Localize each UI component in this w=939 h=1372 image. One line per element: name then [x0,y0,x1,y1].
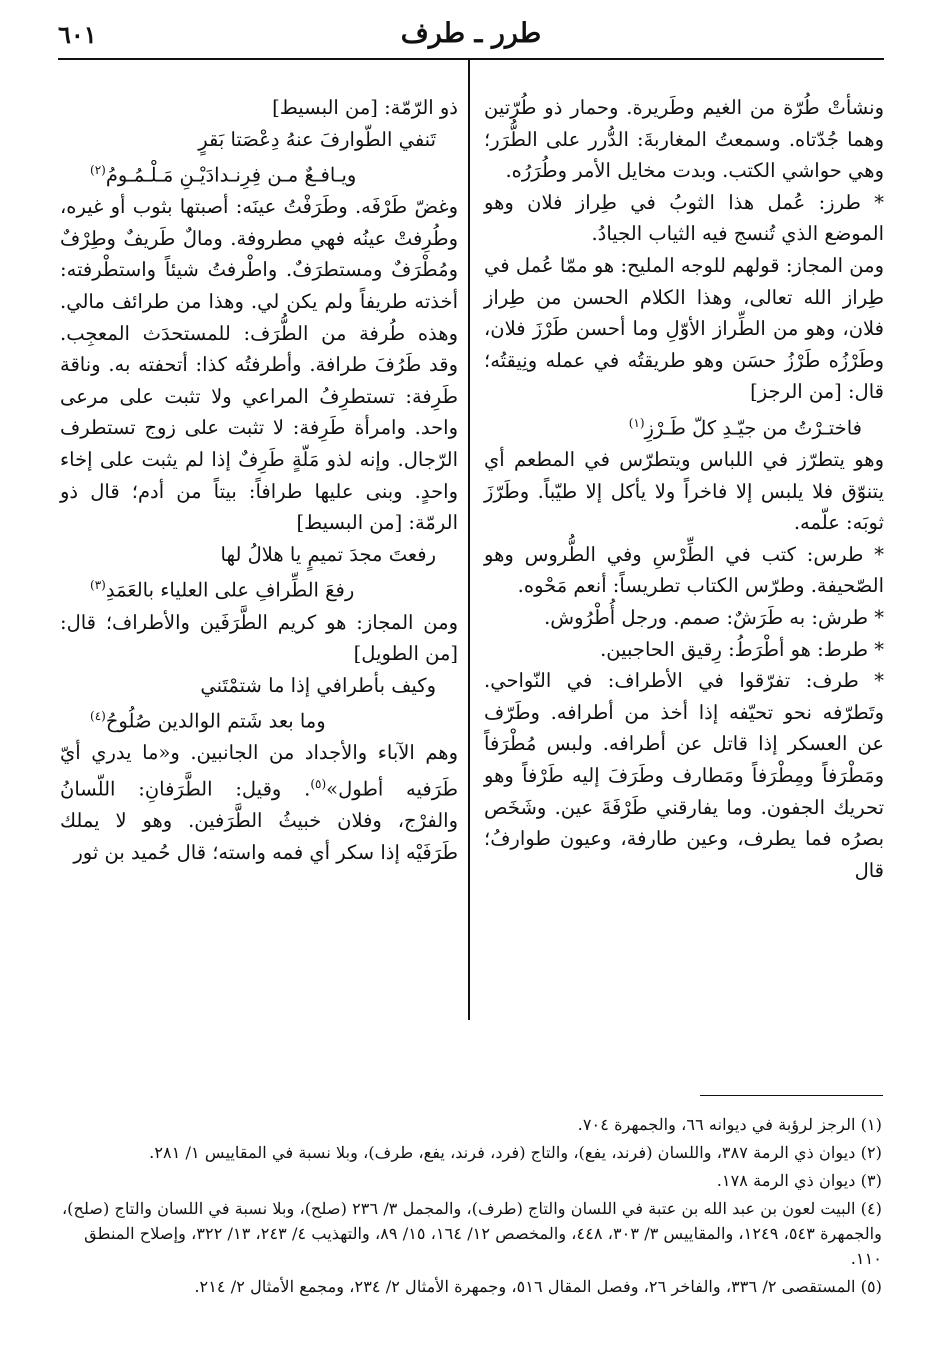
running-head: طرر ـ طرف [400,18,542,49]
footnote: (٢) ديوان ذي الرمة ٣٨٧، واللسان (فرند، يفع)، والتاج (فرد، فرند، يفع، طرف)، وبلا نسبة في المقاييس ١/ ٢٨١. [149,1143,882,1162]
verse-text: رفعَ الطِّرافِ على العلياء بالعَمَدِ [105,578,355,602]
verse-line: تَنفي الطّوارفَ عنهُ دِعْصَتا بَقرٍ [198,127,436,151]
verse-line [484,408,884,444]
verse-text: فاختـرْتُ من جيّـدِ كلّ طَـرْزِ [644,416,862,440]
footnote: (٥) المستقصى ٢/ ٣٣٦، والفاخر ٢٦، وفصل المقال ٥١٦، وجمهرة الأمثال ٢/ ٢٣٤، ومجمع الأمثال ٢/ ٢١٤. [194,1277,882,1296]
paragraph: ومن المجاز: قولهم للوجه المليح: هو ممّا عُمل في طِراز الله تعالى، وهذا الكلام الحسن من طِراز فلان، وهو من الطِّراز الأوّلِ وما أحسن طَرْزَ فلان، وطَرْزُه طَرْزُ حسَن وهو طريقتُه في عمله ونِيقتُه؛ قال: [من الرجز] [484,253,884,404]
verse-text: وما بعد شَتم الوالدين صُلُوحُ [105,709,326,733]
verse-line [60,155,458,191]
footnote: (١) الرجز لرؤبة في ديوانه ٦٦، والجمهرة ٧٠٤. [577,1115,882,1134]
entry-tart: * طرط: هو أطْرَطُ: رِقيق الحاجبين. [600,637,884,661]
verse-line [60,570,458,606]
entry-tars: * طرس: كتب في الطِّرْسِ وفي الطُّروس وهو الصّحيفة. وطرّس الكتاب تطريساً: أنعم مَحْوه. [484,542,884,598]
footnote-marker: (٤) [90,709,106,724]
entry-tarz: * طرز: عُمل هذا الثوبُ في طِراز فلان وهو الموضع الذي تُنسج فيه الثياب الجيادُ. [484,190,884,246]
entry-taraf: * طرف: تفرّقوا في الأطراف: في النّواحي. وتَطرّفه نحو تحيّفه إذا أخذ من أطرافه. وطَرّف عن العسكر إذا قاتل عن أطرافه. ولبس مُطْرَفاً ومَطْرَفاً ومِطْرَفاً ومَطارف وطَرَفَ إليه طَرْفاً وهو تحريك الجفون. وما يفارقني طَرْفَةَ عين. وشَخَص بصرُه فما يطرف، وعين طارفة، وعيون طوارفُ؛ قال [484,669,884,882]
page-header [58,14,884,58]
paragraph: ذو الرّمّة: [من البسيط] [272,96,458,119]
footnote-marker: (٥) [310,776,327,791]
column-divider [468,60,470,1020]
paragraph: وغضّ طَرْفَه. وطَرَفْتُ عينَه: أصبتها بثوب أو غيره، وطُرِفتْ عينُه فهي مطروفة. ومالٌ طَريفٌ وطِرْفٌ ومُطْرَفٌ ومستطرَفٌ. واطْرفتُ شيئاً واستطْرفته: أخذته طريفاً ولم يكن لي. وهذا من طرائف مالي. وهذه طُرفة من الطُّرَف: للمستحدَث المعجِب. وقد طَرُفَ طرافة. وأطرفتُه كذا: أتحفته به. وناقة طَرِفة: تستطرِفُ المراعي ولا تثبت على مرعى واحد. وامرأة طَرِفة: لا تثبت على زوج تستطرف الرّجال. وإنه لذو مَلّةٍ طَرِفٌ إذا لم يثبت على إخاء واحدٍ. وبنى عليها طرافاً: بيتاً من أدم؛ قال ذو الرمّة: [من البسيط] [60,195,458,535]
footnote: (٤) البيت لعون بن عبد الله بن عتبة في اللسان والتاج (طرف)، والمجمل ٣/ ٢٣٦ (صلح)، وبلا نسبة في اللسان والتاج (صلح)، والجمهرة ٥٤٣، ١٢٤٩، والمقاييس ٣/ ٣٠٣، ٤٤٨، والمخصص ١٢/ ١٦٤، ١٥/ ٨٩، والتهذيب ٤/ ٢٤٣، ١٣/ ٣٢٢، وإصلاح المنطق ١١٠. [61,1199,882,1268]
paragraph: وهو يتطرّز في اللباس ويتطرّس في المطعم أي يتنوّق فلا يلبس إلا فاخراً ولا يأكل إلا طيّباً. وطَرّزَ ثوبَه: علّمه. [484,448,884,535]
verse-text: ويـافـعٌ مـن فِرِنـدادَيْـنِ مَـلْـمُـومُ [105,163,357,187]
footnote: (٣) ديوان ذي الرمة ١٧٨. [716,1171,882,1190]
verse-line: وكيف بأطرافي إذا ما شتمْتَني [200,673,436,697]
right-column [484,92,884,886]
text-span: وهم الآباء والأجداد من الجانبين. و«ما يدري أيّ طَرَفيه أطول» [60,741,458,801]
page-number: ٦٠١ [58,20,97,49]
left-column [60,92,458,868]
footnote-marker: (٢) [90,163,106,178]
paragraph: ومن المجاز: هو كريم الطَّرَفَين والأطراف؛ قال: [من الطويل] [60,610,458,666]
footnote-rule [700,1095,883,1096]
verse-line: رفعتَ مجدَ تميمٍ يا هلالُ لها [220,542,436,566]
verse-line [60,701,458,737]
entry-tarsh: * طرش: به طَرَشٌ: صمم. ورجل أُطْرُوش. [544,606,884,629]
paragraph [60,737,458,868]
footnote-marker: (١) [628,415,645,430]
header-rule [58,58,884,60]
text-span: . وقيل: الطَّرَفانِ: اللّسانُ والفرْج، وفلان خبيثُ الطَّرَفين. وهو لا يملك طَرَفَيْه إذا سكر أي فمه واسته؛ قال حُميد بن ثور [60,777,458,864]
footnotes [60,1112,882,1302]
footnote-marker: (٣) [90,578,106,593]
paragraph: ونشأتْ طُرّة من الغيم وطَريرة. وحمار ذو طُرّتين وهما جُدّتاه. وسمعتُ المغاربةَ: الدُّرر على الطُّرَر؛ وهي حواشي الكتب. وبدت مخايل الأمر وطُرَرُه. [484,96,884,183]
